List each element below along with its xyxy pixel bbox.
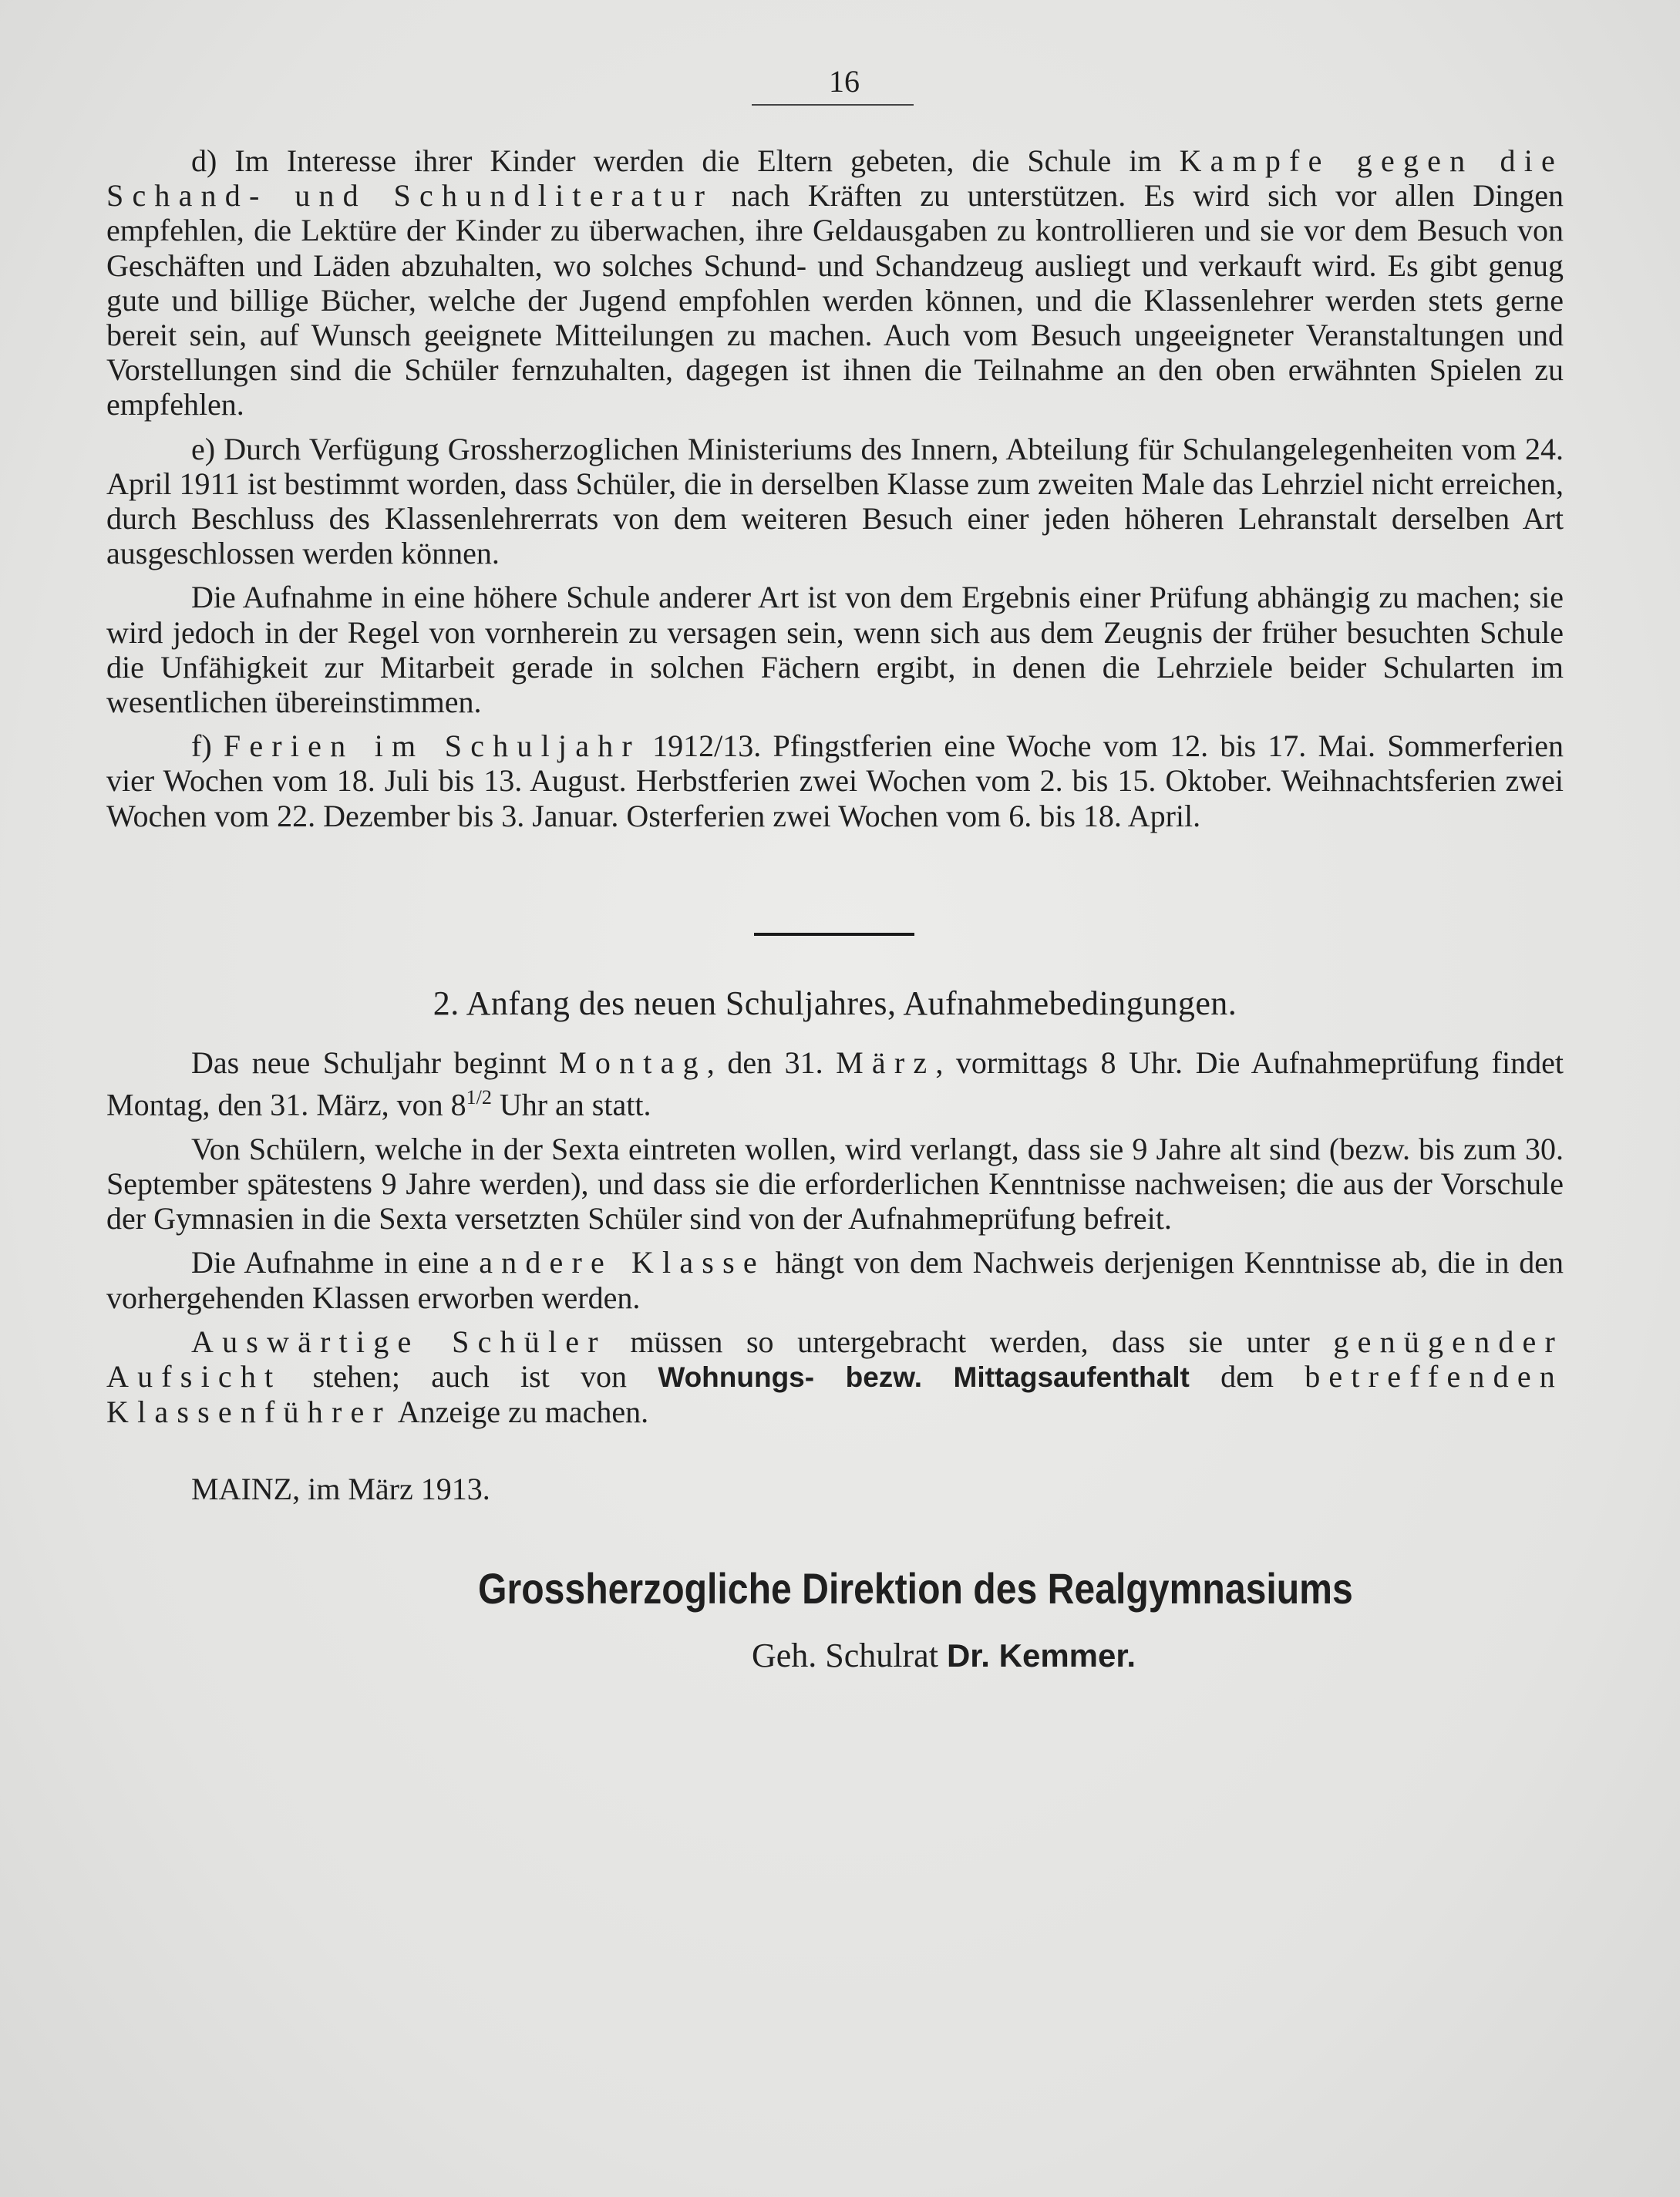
paragraph-d <box>106 143 1564 422</box>
paragraph-external-students <box>106 1324 1564 1430</box>
paragraph-e <box>106 432 1564 571</box>
section-divider <box>754 933 914 936</box>
text-run: betreffenden Klassenführer <box>106 1358 1564 1430</box>
paragraph-e-continued <box>106 580 1564 719</box>
text-run: März <box>836 1045 936 1080</box>
text-run: Auswärtige Schüler <box>191 1324 607 1359</box>
text-run: Wohnungs- bezw. Mittagsaufenthalt <box>658 1361 1190 1393</box>
text-run: Montag <box>559 1045 707 1080</box>
text-run: Ferien im Schuljahr <box>223 728 641 764</box>
text-run: 1/2 <box>466 1086 492 1109</box>
top-paragraphs <box>106 143 1564 833</box>
text-run: Anzeige zu machen. <box>391 1395 649 1430</box>
text-run: stehen; auch ist von <box>281 1358 658 1394</box>
text-run: e) Durch Verfügung Grossherzoglichen Ministeriums des Innern, Abteilung für Schulangelegenheiten vom 24. April 1911 ist bestimmt worden, dass Schüler, die in derselben Klasse zum zweiten Male das Lehrziel nicht erreichen, durch Beschluss des Klassenlehrerrats von dem weiteren Besuch einer jeden höheren Lehranstalt derselben Art ausgeschlossen werden können. <box>106 431 1564 571</box>
paragraph-school-year-start <box>106 1045 1564 1122</box>
paragraph-sexta-admission <box>106 1132 1564 1236</box>
text-run: müssen so untergebracht werden, dass sie unter <box>606 1324 1334 1359</box>
text-run: dem <box>1189 1358 1305 1394</box>
text-run: 1912/13. Pfingstferien eine Woche vom 12. bis 17. Mai. Sommerferien vier Wochen vom 18. Juli bis 13. August. Herbstferien zwei Wochen vom 2. bis 15. Oktober. Weihnachtsferien zwei Wochen vom 22. Dezember bis 3. Januar. Osterferien zwei Wochen vom 6. bis 18. April. <box>106 728 1564 833</box>
text-run: d) Im Interesse ihrer Kinder werden die Eltern gebeten, die Schule im <box>191 143 1180 178</box>
text-run: Kampfe gegen die Schand- und Schundliteratur <box>106 143 1564 214</box>
paragraph-other-class <box>106 1245 1564 1314</box>
page-number: 16 <box>829 64 860 99</box>
page-number-rule <box>752 104 914 106</box>
text-run: genügender Aufsicht <box>106 1324 1564 1394</box>
issuing-authority: Grossherzogliche Direktion des Realgymnasiums <box>478 1564 1353 1613</box>
text-run: Uhr an statt. <box>491 1087 651 1122</box>
signatory-title: Geh. Schulrat <box>752 1637 938 1674</box>
text-run: Das neue Schuljahr beginnt <box>191 1045 560 1080</box>
text-run: hängt von dem Nachweis derjenigen Kenntnisse ab, die in den vorhergehenden Klassen erworben werden. <box>106 1245 1564 1315</box>
text-run: Die Aufnahme in eine <box>191 1245 480 1280</box>
paragraph-f <box>106 728 1564 833</box>
bottom-paragraphs <box>106 1045 1564 1429</box>
signatory-name: Dr. Kemmer. <box>946 1637 1136 1674</box>
section-heading: 2. Anfang des neuen Schuljahres, Aufnahmebedingungen. <box>433 984 1237 1022</box>
text-run: Die Aufnahme in eine höhere Schule anderer Art ist von dem Ergebnis einer Prüfung abhängig zu machen; sie wird jedoch in der Regel von vornherein zu versagen sein, wenn sich aus dem Zeugnis der früher besuchten Schule die Unfähigkeit zur Mitarbeit gerade in solchen Fächern ergibt, in denen die Lehrziele beider Schularten im wesentlichen übereinstimmen. <box>106 580 1564 720</box>
text-run: nach Kräften zu unterstützen. Es wird sich vor allen Dingen empfehlen, die Lektüre der Kinder zu überwachen, ihre Geldausgaben zu kontrollieren und sie vor dem Besuch von Geschäften und Läden abzuhalten, wo solches Schund- und Schandzeug ausliegt und verkauft wird. Es gibt genug gute und billige Bücher, welche der Jugend empfohlen werden können, und die Klassenlehrer werden stets gerne bereit sein, auf Wunsch geeignete Mitteilungen zu machen. Auch vom Besuch ungeeigneter Veranstaltungen und Vorstellungen sind die Schüler fernzuhalten, dagegen ist ihnen die Teilnahme an den oben erwähnten Spielen zu empfehlen. <box>106 178 1564 422</box>
text-run: , vormittags 8 Uhr. Die Aufnahmeprüfung findet Montag, den 31. März, von 8 <box>106 1045 1564 1122</box>
place-date: MAINZ, im März 1913. <box>191 1472 490 1506</box>
text-run: f) <box>191 728 224 764</box>
text-run: Von Schülern, welche in der Sexta eintreten wollen, wird verlangt, dass sie 9 Jahre alt sind (bezw. bis zum 30. September spätestens 9 Jahre werden), und dass sie die erforderlichen Kenntnisse nachweisen; die aus der Vorschule der Gymnasien in die Sexta versetzten Schüler sind von der Aufnahmeprüfung befreit. <box>106 1131 1564 1236</box>
text-run: andere Klasse <box>479 1245 766 1280</box>
signatory <box>752 1636 1136 1675</box>
text-run: , den 31. <box>706 1045 837 1080</box>
